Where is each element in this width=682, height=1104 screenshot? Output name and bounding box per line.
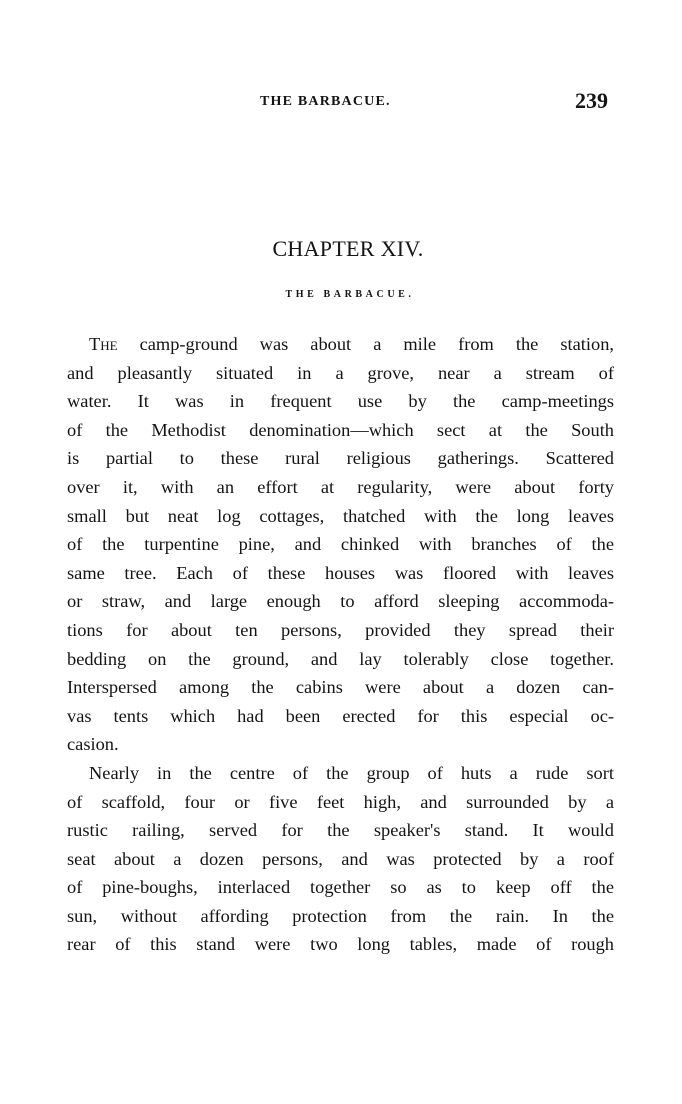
text-line: of scaffold, four or five feet high, and surrounded by a xyxy=(67,791,614,812)
text-line: Nearly in the centre of the group of huts a rude sort xyxy=(89,762,614,783)
text-line: over it, with an effort at regularity, were about forty xyxy=(67,476,614,497)
text-line: sun, without affording protection from the rain. In the xyxy=(67,905,614,926)
text-line: water. It was in frequent use by the camp-meetings xyxy=(67,391,614,412)
text-line: The camp-ground was about a mile from the station, xyxy=(89,334,614,354)
text-line: vas tents which had been erected for this especial oc- xyxy=(67,705,614,726)
text-line: same tree. Each of these houses was floored with leaves xyxy=(67,562,614,583)
text-line: or straw, and large enough to afford sleeping accommoda- xyxy=(67,591,614,612)
chapter-title: CHAPTER XIV. xyxy=(272,236,424,261)
text-line: rear of this stand were two long tables, made of rough xyxy=(67,934,614,955)
text-line: Interspersed among the cabins were about a dozen can- xyxy=(67,677,614,698)
text-line: tions for about ten persons, provided they spread their xyxy=(67,619,614,640)
text-line: of pine-boughs, interlaced together so as to keep off the xyxy=(67,877,614,898)
text-line: casion. xyxy=(67,734,119,755)
text-line: of the turpentine pine, and chinked with branches of the xyxy=(67,534,614,555)
text-line: rustic railing, served for the speaker's stand. It would xyxy=(67,820,614,841)
text-line: seat about a dozen persons, and was protected by a roof xyxy=(67,848,614,869)
page-number: 239 xyxy=(575,88,608,113)
text-line: is partial to these rural religious gatherings. Scattered xyxy=(67,448,614,469)
text-line: small but neat log cottages, thatched with the long leaves xyxy=(67,505,614,526)
chapter-subtitle: THE BARBACUE. xyxy=(285,289,415,300)
text-line: bedding on the ground, and lay tolerably close together. xyxy=(67,648,614,669)
text-line: and pleasantly situated in a grove, near a stream of xyxy=(67,362,614,383)
chapter-body xyxy=(67,330,614,959)
paragraph-first-word: The xyxy=(89,334,118,354)
running-head: THE BARBACUE. xyxy=(260,94,391,109)
text-line: of the Methodist denomination—which sect at the South xyxy=(67,419,614,440)
